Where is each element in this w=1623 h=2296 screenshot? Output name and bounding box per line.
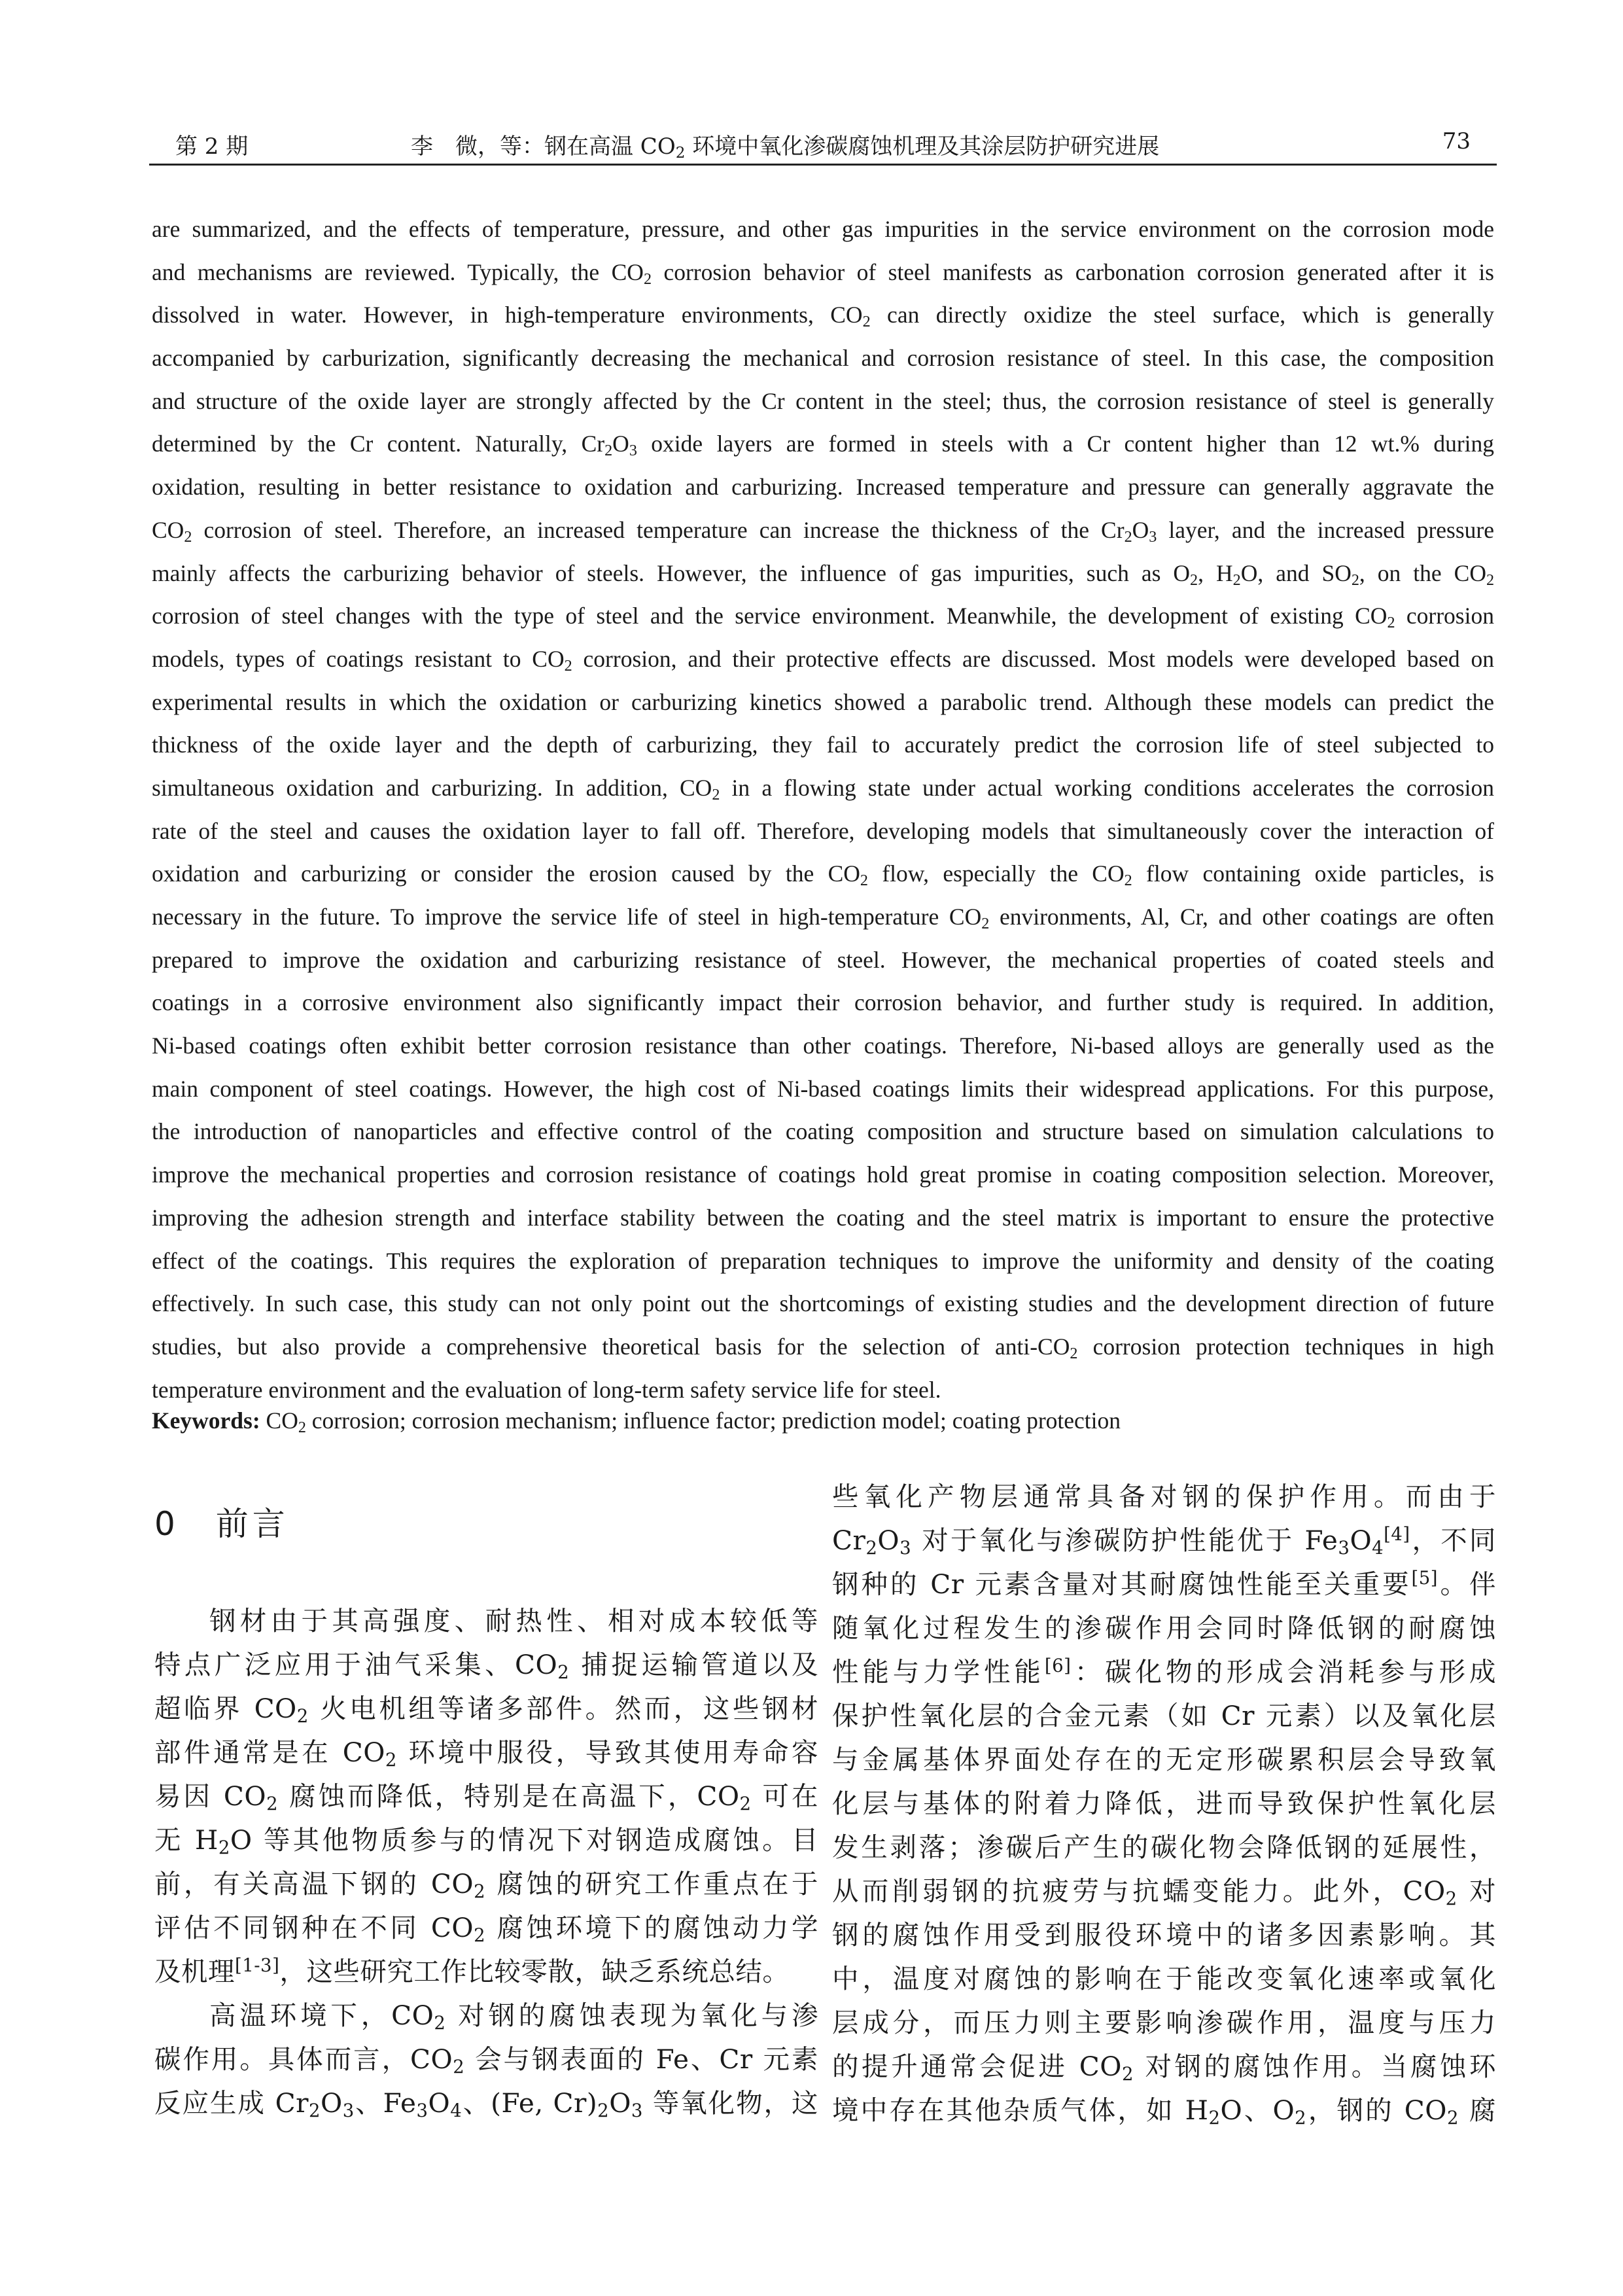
body-text-line: 无 $H_2O$ 等其他物质参与的情况下对钢造成腐蚀。目: [154, 1824, 819, 1858]
body-text-line: 与金属基体界面处存在的无定形碳累积层会导致氧: [832, 1744, 1496, 1775]
running-header: [149, 128, 1497, 168]
body-text-line: 钢材由于其高强度、耐热性、相对成本较低等: [209, 1605, 818, 1636]
abstract-line: mainly affects the carburizing behavior of steels. However, the influence of gas impurities, such as $O_2$, $H_2O$, and $SO_2$, on the $CO_2$: [152, 559, 1495, 589]
body-text-line: 特点广泛应用于油气采集、$CO_2$ 捕捉运输管道以及: [154, 1649, 818, 1683]
body-text-line: 的提升通常会促进 $CO_2$ 对钢的腐蚀作用。当腐蚀环: [832, 2051, 1496, 2085]
abstract-line: Ni-based coatings often exhibit better corrosion resistance than other coatings. Therefore, Ni-based alloys are generally used as the: [152, 1033, 1494, 1059]
running-title: 李 微，等：钢在高温 $CO_2$ 环境中氧化渗碳腐蚀机理及其涂层防护研究进展: [411, 133, 1160, 162]
abstract-line: accompanied by carburization, significantly decreasing the mechanical and corrosion resistance of steel. In this case, the composition: [152, 345, 1494, 372]
left-column: [154, 1475, 818, 2125]
abstract-line: corrosion of steel changes with the type of steel and the service environment. Meanwhile, the development of existing $CO_2$ corrosion: [152, 603, 1494, 632]
body-text-line: 前，有关高温下钢的 $CO_2$ 腐蚀的研究工作重点在于: [154, 1868, 818, 1902]
abstract-line: coatings in a corrosive environment also significantly impact their corrosion behavior, and further study is required. In addition,: [152, 989, 1494, 1016]
body-text-line: 超临界 $CO_2$ 火电机组等诸多部件。然而，这些钢材: [154, 1693, 818, 1727]
body-text-line: 中，温度对腐蚀的影响在于能改变氧化速率或氧化: [832, 1963, 1496, 1994]
body-text-line: 化层与基体的附着力降低，进而导致保护性氧化层: [832, 1788, 1496, 1819]
abstract-line: effect of the coatings. This requires the exploration of preparation techniques to improve the uniformity and density of the coating: [152, 1247, 1494, 1274]
right-column-text: [832, 1475, 1496, 2132]
body-text-line: 评估不同钢种在不同 $CO_2$ 腐蚀环境下的腐蚀动力学: [154, 1912, 818, 1946]
abstract-body: [152, 208, 1494, 1411]
body-text-line: 些氧化产物层通常具备对钢的保护作用。而由于: [832, 1481, 1496, 1512]
abstract-line: oxidation and carburizing or consider the erosion caused by the $CO_2$ flow, especially the $CO_2$ flow containing oxide particles, is: [152, 860, 1494, 890]
abstract-line: main component of steel coatings. However, the high cost of Ni-based coatings limits their widespread applications. For this purpose,: [152, 1075, 1494, 1102]
abstract-line: effectively. In such case, this study can not only point out the shortcomings of existing studies and the development direction of future: [152, 1290, 1494, 1317]
abstract-line: improve the mechanical properties and corrosion resistance of coatings hold great promise in coating composition selection. Moreover,: [152, 1161, 1494, 1188]
body-text-line: 境中存在其他杂质气体，如 $H_2O$、$O_2$，钢的 $CO_2$ 腐: [832, 2094, 1496, 2128]
abstract-line: thickness of the oxide layer and the depth of carburizing, they fail to accurately predict the corrosion life of steel subjected to: [152, 732, 1494, 758]
abstract-line: are summarized, and the effects of temperature, pressure, and other gas impurities in the service environment on the corrosion mode: [152, 216, 1494, 242]
body-text-line: 钢的腐蚀作用受到服役环境中的诸多因素影响。其: [832, 1919, 1496, 1951]
body-text-line: 从而削弱钢的抗疲劳与抗蠕变能力。此外，$CO_2$ 对: [832, 1875, 1496, 1909]
abstract-line: and structure of the oxide layer are strongly affected by the Cr content in the steel; thus, the corrosion resistance of steel is generally: [152, 387, 1494, 414]
body-text-line: 部件通常是在 $CO_2$ 环境中服役，导致其使用寿命容: [154, 1737, 818, 1771]
body-text-line: 易因 $CO_2$ 腐蚀而降低，特别是在高温下，$CO_2$ 可在: [154, 1780, 818, 1814]
abstract-line: the introduction of nanoparticles and effective control of the coating composition and structure based on simulation calculations to: [152, 1118, 1494, 1145]
keywords-text: $CO_2$ corrosion; corrosion mechanism; influence factor; prediction model; coating protection: [266, 1407, 1121, 1437]
section-heading: 0 前言: [154, 1505, 289, 1543]
body-text-line: 性能与力学性能[6]：碳化物的形成会消耗参与形成: [832, 1655, 1497, 1687]
abstract-line: prepared to improve the oxidation and carburizing resistance of steel. However, the mechanical properties of coated steels and: [152, 946, 1494, 973]
body-text-line: 反应生成 $Cr_2O_3$、$Fe_3O_4$、(Fe, $Cr)_2O_3$ 等氧化物，这: [154, 2087, 819, 2121]
abstract-line: necessary in the future. To improve the service life of steel in high-temperature $CO_2$ environments, Al, Cr, and other coatings are often: [152, 904, 1494, 933]
body-text-line: 碳作用。具体而言，$CO_2$ 会与钢表面的 Fe、Cr 元素: [154, 2043, 818, 2077]
abstract-line: and mechanisms are reviewed. Typically, the $CO_2$ corrosion behavior of steel manifests as carbonation corrosion generated after it is: [152, 258, 1494, 288]
header-rule: [149, 164, 1497, 166]
page-number: 73: [1442, 128, 1471, 154]
body-text-line: 高温环境下，$CO_2$ 对钢的腐蚀表现为氧化与渗: [209, 2000, 818, 2034]
abstract-line: temperature environment and the evaluation of long-term safety service life for steel.: [152, 1376, 941, 1403]
body-text-line: 发生剥落；渗碳后产生的碳化物会降低钢的延展性，: [832, 1831, 1496, 1863]
keywords-line: [152, 1407, 1494, 1437]
abstract-line: rate of the steel and causes the oxidation layer to fall off. Therefore, developing models that simultaneously cover the interaction of: [152, 817, 1494, 844]
abstract-line: $CO_2$ corrosion of steel. Therefore, an increased temperature can increase the thickness of the $Cr_2O_3$ layer, and the increased pressure: [152, 516, 1494, 546]
right-column: [832, 1475, 1496, 2132]
body-text-line: 及机理[1-3]，这些研究工作比较零散，缺乏系统总结。: [154, 1955, 790, 1987]
abstract-line: oxidation, resulting in better resistance to oxidation and carburizing. Increased temperature and pressure can generally aggravate the: [152, 474, 1494, 501]
keywords-label: Keywords:: [152, 1407, 260, 1434]
abstract-line: simultaneous oxidation and carburizing. In addition, $CO_2$ in a flowing state under actual working conditions accelerates the corrosion: [152, 774, 1494, 804]
body-text-line: $Cr_2O_3$ 对于氧化与渗碳防护性能优于 $Fe_3O_4[4]$，不同: [832, 1524, 1497, 1559]
left-column-text: [154, 1599, 818, 2125]
body-text-line: 钢种的 Cr 元素含量对其耐腐蚀性能至关重要[5]。伴: [832, 1568, 1496, 1600]
abstract-line: improving the adhesion strength and interface stability between the coating and the steel matrix is important to ensure the protective: [152, 1204, 1494, 1231]
abstract-line: determined by the Cr content. Naturally, $Cr_2O_3$ oxide layers are formed in steels with a Cr content higher than 12 wt.% during: [152, 431, 1495, 460]
issue-label: 第 2 期: [175, 133, 249, 160]
abstract-line: models, types of coatings resistant to $CO_2$ corrosion, and their protective effects are discussed. Most models were developed based on: [152, 645, 1494, 675]
body-text-line: 随氧化过程发生的渗碳作用会同时降低钢的耐腐蚀: [832, 1612, 1496, 1644]
body-text-line: 层成分，而压力则主要影响渗碳作用，温度与压力: [832, 2007, 1496, 2038]
abstract-line: dissolved in water. However, in high-temperature environments, $CO_2$ can directly oxidize the steel surface, which is generally: [152, 302, 1494, 331]
body-text-line: 保护性氧化层的合金元素（如 Cr 元素）以及氧化层: [832, 1700, 1496, 1731]
abstract-line: studies, but also provide a comprehensive theoretical basis for the selection of anti-$CO_2$ corrosion protection techniques in high: [152, 1333, 1494, 1362]
abstract-line: experimental results in which the oxidation or carburizing kinetics showed a parabolic trend. Although these models can predict the: [152, 688, 1494, 715]
